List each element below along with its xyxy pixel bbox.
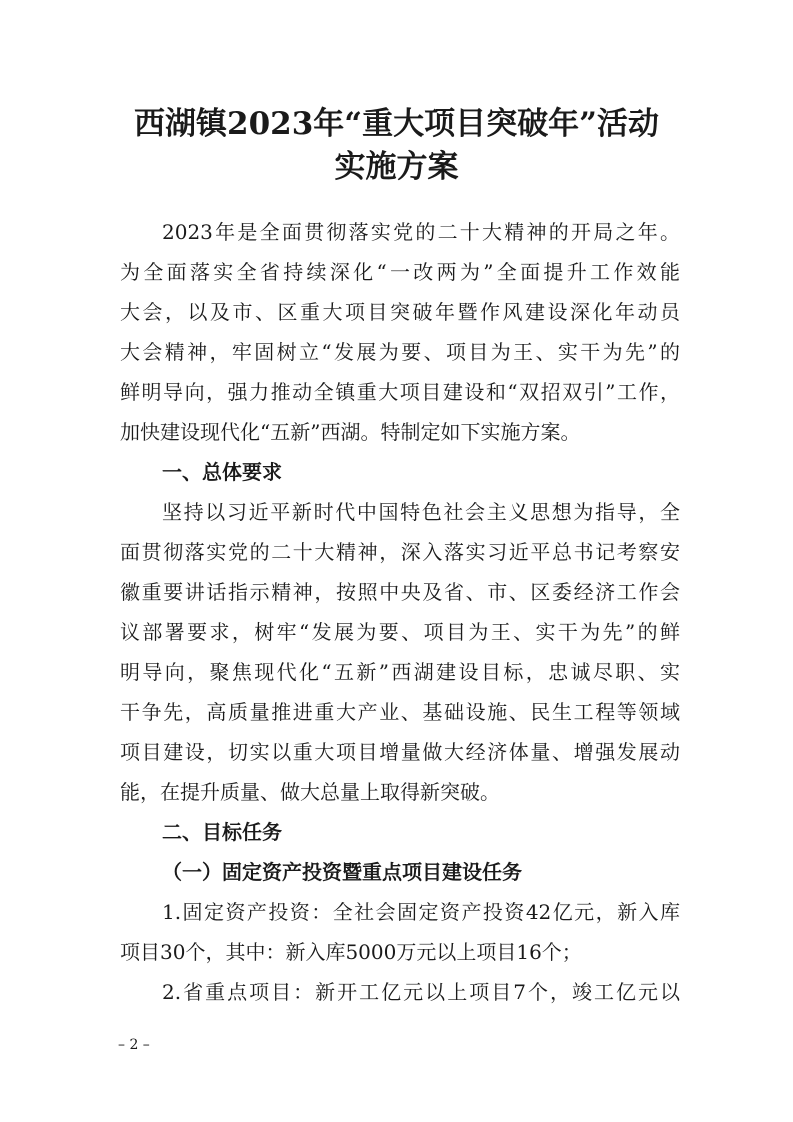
paragraph-line: 项目30个，其中：新入库5000万元以上项目16个； — [120, 940, 582, 964]
paragraph-line: 面贯彻落实党的二十大精神，深入落实习近平总书记考察安 — [120, 540, 680, 564]
paragraph-line: 2.省重点项目：新开工亿元以上项目7个，竣工亿元以 — [162, 980, 680, 1004]
paragraph-line: 干争先，高质量推进重大产业、基础设施、民生工程等领域 — [120, 700, 680, 724]
intro-line: 加快建设现代化“五新”西湖。特制定如下实施方案。 — [120, 420, 581, 444]
intro-line: 大会，以及市、区重大项目突破年暨作风建设深化年动员 — [120, 300, 680, 324]
paragraph-line: 能，在提升质量、做大总量上取得新突破。 — [120, 780, 500, 804]
document-title-line-1: 西湖镇2023年“重大项目突破年”活动 — [134, 106, 659, 142]
page-number: – 2 – — [118, 1037, 150, 1053]
section-heading-targets: 二、目标任务 — [162, 820, 282, 844]
paragraph-line: 议部署要求，树牢“发展为要、项目为王、实干为先”的鲜 — [120, 620, 680, 644]
subsection-heading-investment: （一）固定资产投资暨重点项目建设任务 — [162, 860, 522, 884]
intro-line: 大会精神，牢固树立“发展为要、项目为王、实干为先”的 — [120, 340, 680, 364]
paragraph-line: 项目建设，切实以重大项目增量做大经济体量、增强发展动 — [120, 740, 680, 764]
paragraph-line: 坚持以习近平新时代中国特色社会主义思想为指导，全 — [162, 500, 680, 524]
document-title-line-2: 实施方案 — [334, 149, 459, 185]
intro-line: 鲜明导向，强力推动全镇重大项目建设和“双招双引”工作， — [120, 380, 680, 404]
paragraph-line: 1.固定资产投资：全社会固定资产投资42亿元，新入库 — [162, 900, 680, 924]
paragraph-line: 明导向，聚焦现代化“五新”西湖建设目标，忠诚尽职、实 — [120, 660, 680, 684]
intro-line: 为全面落实全省持续深化“一改两为”全面提升工作效能 — [120, 260, 680, 284]
paragraph-line: 徽重要讲话指示精神，按照中央及省、市、区委经济工作会 — [120, 580, 680, 604]
section-heading-general-requirements: 一、总体要求 — [162, 460, 282, 484]
intro-line: 2023年是全面贯彻落实党的二十大精神的开局之年。 — [162, 220, 680, 244]
